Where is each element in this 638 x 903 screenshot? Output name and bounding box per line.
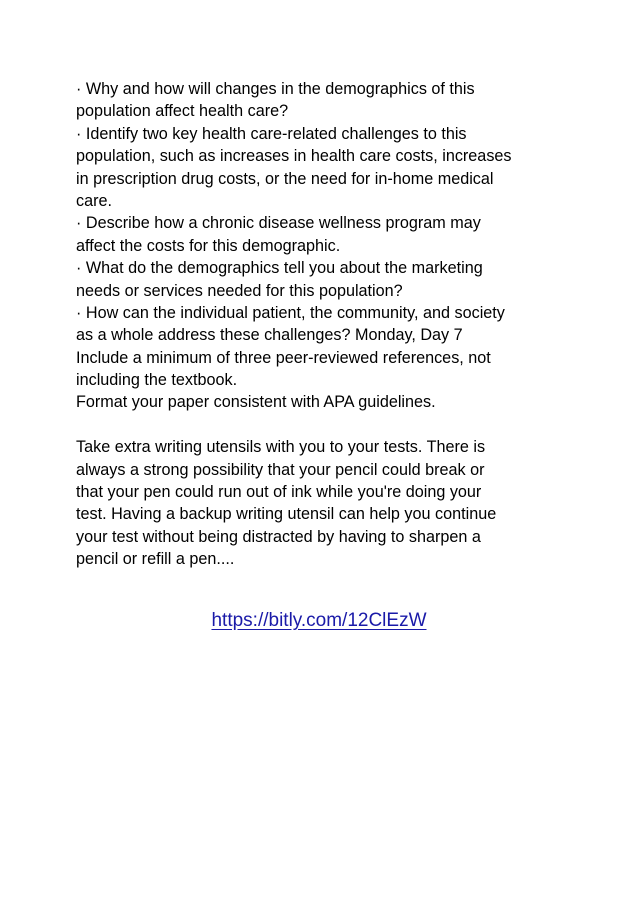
text-line: · What do the demographics tell you about the marketing xyxy=(76,259,483,278)
text-line: · Identify two key health care-related challenges to this xyxy=(76,124,467,143)
link-container xyxy=(0,608,638,634)
text-line: Take extra writing utensils with you to your tests. There is xyxy=(76,438,486,457)
text-line: population affect health care? xyxy=(76,102,289,121)
text-line: Format your paper consistent with APA guidelines. xyxy=(76,393,436,412)
text-line: care. xyxy=(76,191,112,210)
text-line: pencil or refill a pen.... xyxy=(76,550,235,569)
text-line: · Why and how will changes in the demographics of this xyxy=(76,80,475,98)
paragraph-spacer xyxy=(76,414,576,436)
text-line: needs or services needed for this population? xyxy=(76,281,403,300)
text-line: test. Having a backup writing utensil can help you continue xyxy=(76,505,497,524)
text-line: population, such as increases in health care costs, increases xyxy=(76,147,512,166)
text-line: including the textbook. xyxy=(76,371,238,390)
text-line: · Describe how a chronic disease wellness program may xyxy=(76,214,481,233)
source-link[interactable]: https://bitly.com/12ClEzW xyxy=(211,610,427,631)
text-line: as a whole address these challenges? Monday, Day 7 xyxy=(76,326,463,345)
document-body xyxy=(76,78,576,571)
text-line: Include a minimum of three peer-reviewed references, not xyxy=(76,348,491,367)
text-line: affect the costs for this demographic. xyxy=(76,236,341,255)
text-line: always a strong possibility that your pencil could break or xyxy=(76,460,485,479)
text-line: that your pen could run out of ink while you're doing your xyxy=(76,483,482,502)
text-line: in prescription drug costs, or the need for in-home medical xyxy=(76,169,494,188)
text-line: · How can the individual patient, the community, and society xyxy=(76,303,505,322)
text-line: your test without being distracted by having to sharpen a xyxy=(76,527,481,546)
